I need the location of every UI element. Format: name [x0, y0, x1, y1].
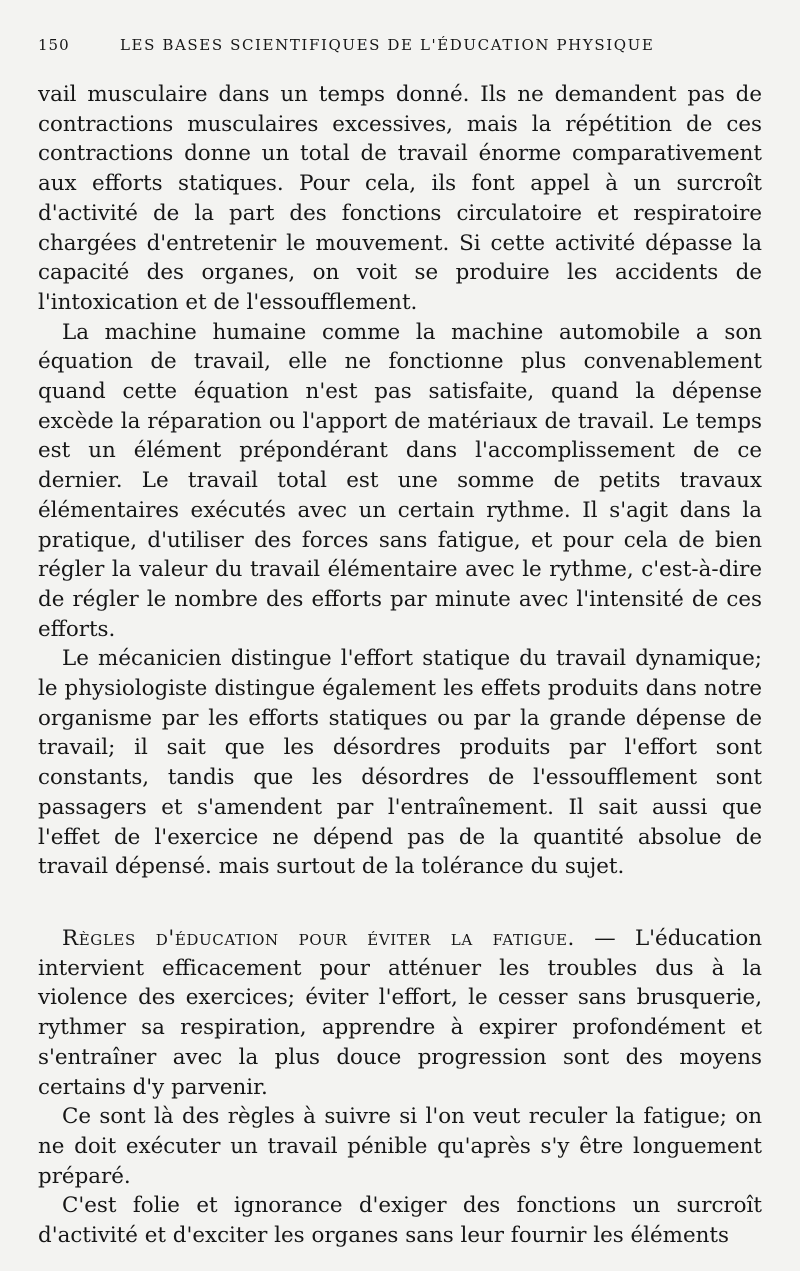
section-heading: Règles d'éducation pour éviter la fatigue.: [62, 925, 575, 951]
paragraph: C'est folie et ignorance d'exiger des fonctions un surcroît d'activité et d'exciter les organes sans leur fournir les éléments: [38, 1193, 762, 1249]
paragraph: Ce sont là des règles à suivre si l'on veut reculer la fatigue; on ne doit exécuter un travail pénible qu'après s'y être longuement préparé.: [38, 1104, 762, 1189]
paragraph: vail musculaire dans un temps donné. Ils ne demandent pas de contractions musculaires excessives, mais la répétition de ces contractions donne un total de travail énorme comparativement aux efforts statiques. Pour cela, ils font appel à un surcroît d'activité de la part des fonctions circulatoire et respiratoire chargées d'entretenir le mouvement. Si cette activité dépasse la capacité des organes, on voit se produire les accidents de l'intoxication et de l'essoufflement.: [38, 82, 762, 315]
body-text: [38, 80, 762, 1251]
paragraph: Le mécanicien distingue l'effort statique du travail dynamique; le physiologiste distingue également les effets produits dans notre organisme par les efforts statiques ou par la grande dépense de travail; il sait que les désordres produits par l'effort sont constants, tandis que les désordres de l'essoufflement sont passagers et s'amendent par l'entraînement. Il sait aussi que l'effet de l'exercice ne dépend pas de la quantité absolue de travail dépensé. mais surtout de la tolérance du sujet.: [38, 646, 762, 880]
page-header: [38, 36, 768, 64]
section-spacer: [38, 882, 762, 924]
page-number: 150: [38, 36, 70, 54]
running-title: LES BASES SCIENTIFIQUES DE L'ÉDUCATION PHYSIQUE: [120, 36, 655, 54]
section-intro-text: — L'éducation intervient efficacement pour atténuer les troubles dus à la violence des exercices; éviter l'effort, le cesser sans brusquerie, rythmer sa respiration, apprendre à expirer profondément et s'entraîner avec la plus douce progression sont des moyens certains d'y parvenir.: [38, 925, 762, 1100]
section-first-paragraph: [38, 924, 762, 1102]
paragraph: La machine humaine comme la machine automobile a son équation de travail, elle ne fonctionne plus convenablement quand cette équation n'est pas satisfaite, quand la dépense excède la réparation ou l'apport de matériaux de travail. Le temps est un élément prépondérant dans l'accomplissement de ce dernier. Le travail total est une somme de petits travaux élémentaires exécutés avec un certain rythme. Il s'agit dans la pratique, d'utiliser des forces sans fatigue, et pour cela de bien régler la valeur du travail élémentaire avec le rythme, c'est-à-dire de régler le nombre des efforts par minute avec l'intensité de ces efforts.: [38, 319, 762, 642]
